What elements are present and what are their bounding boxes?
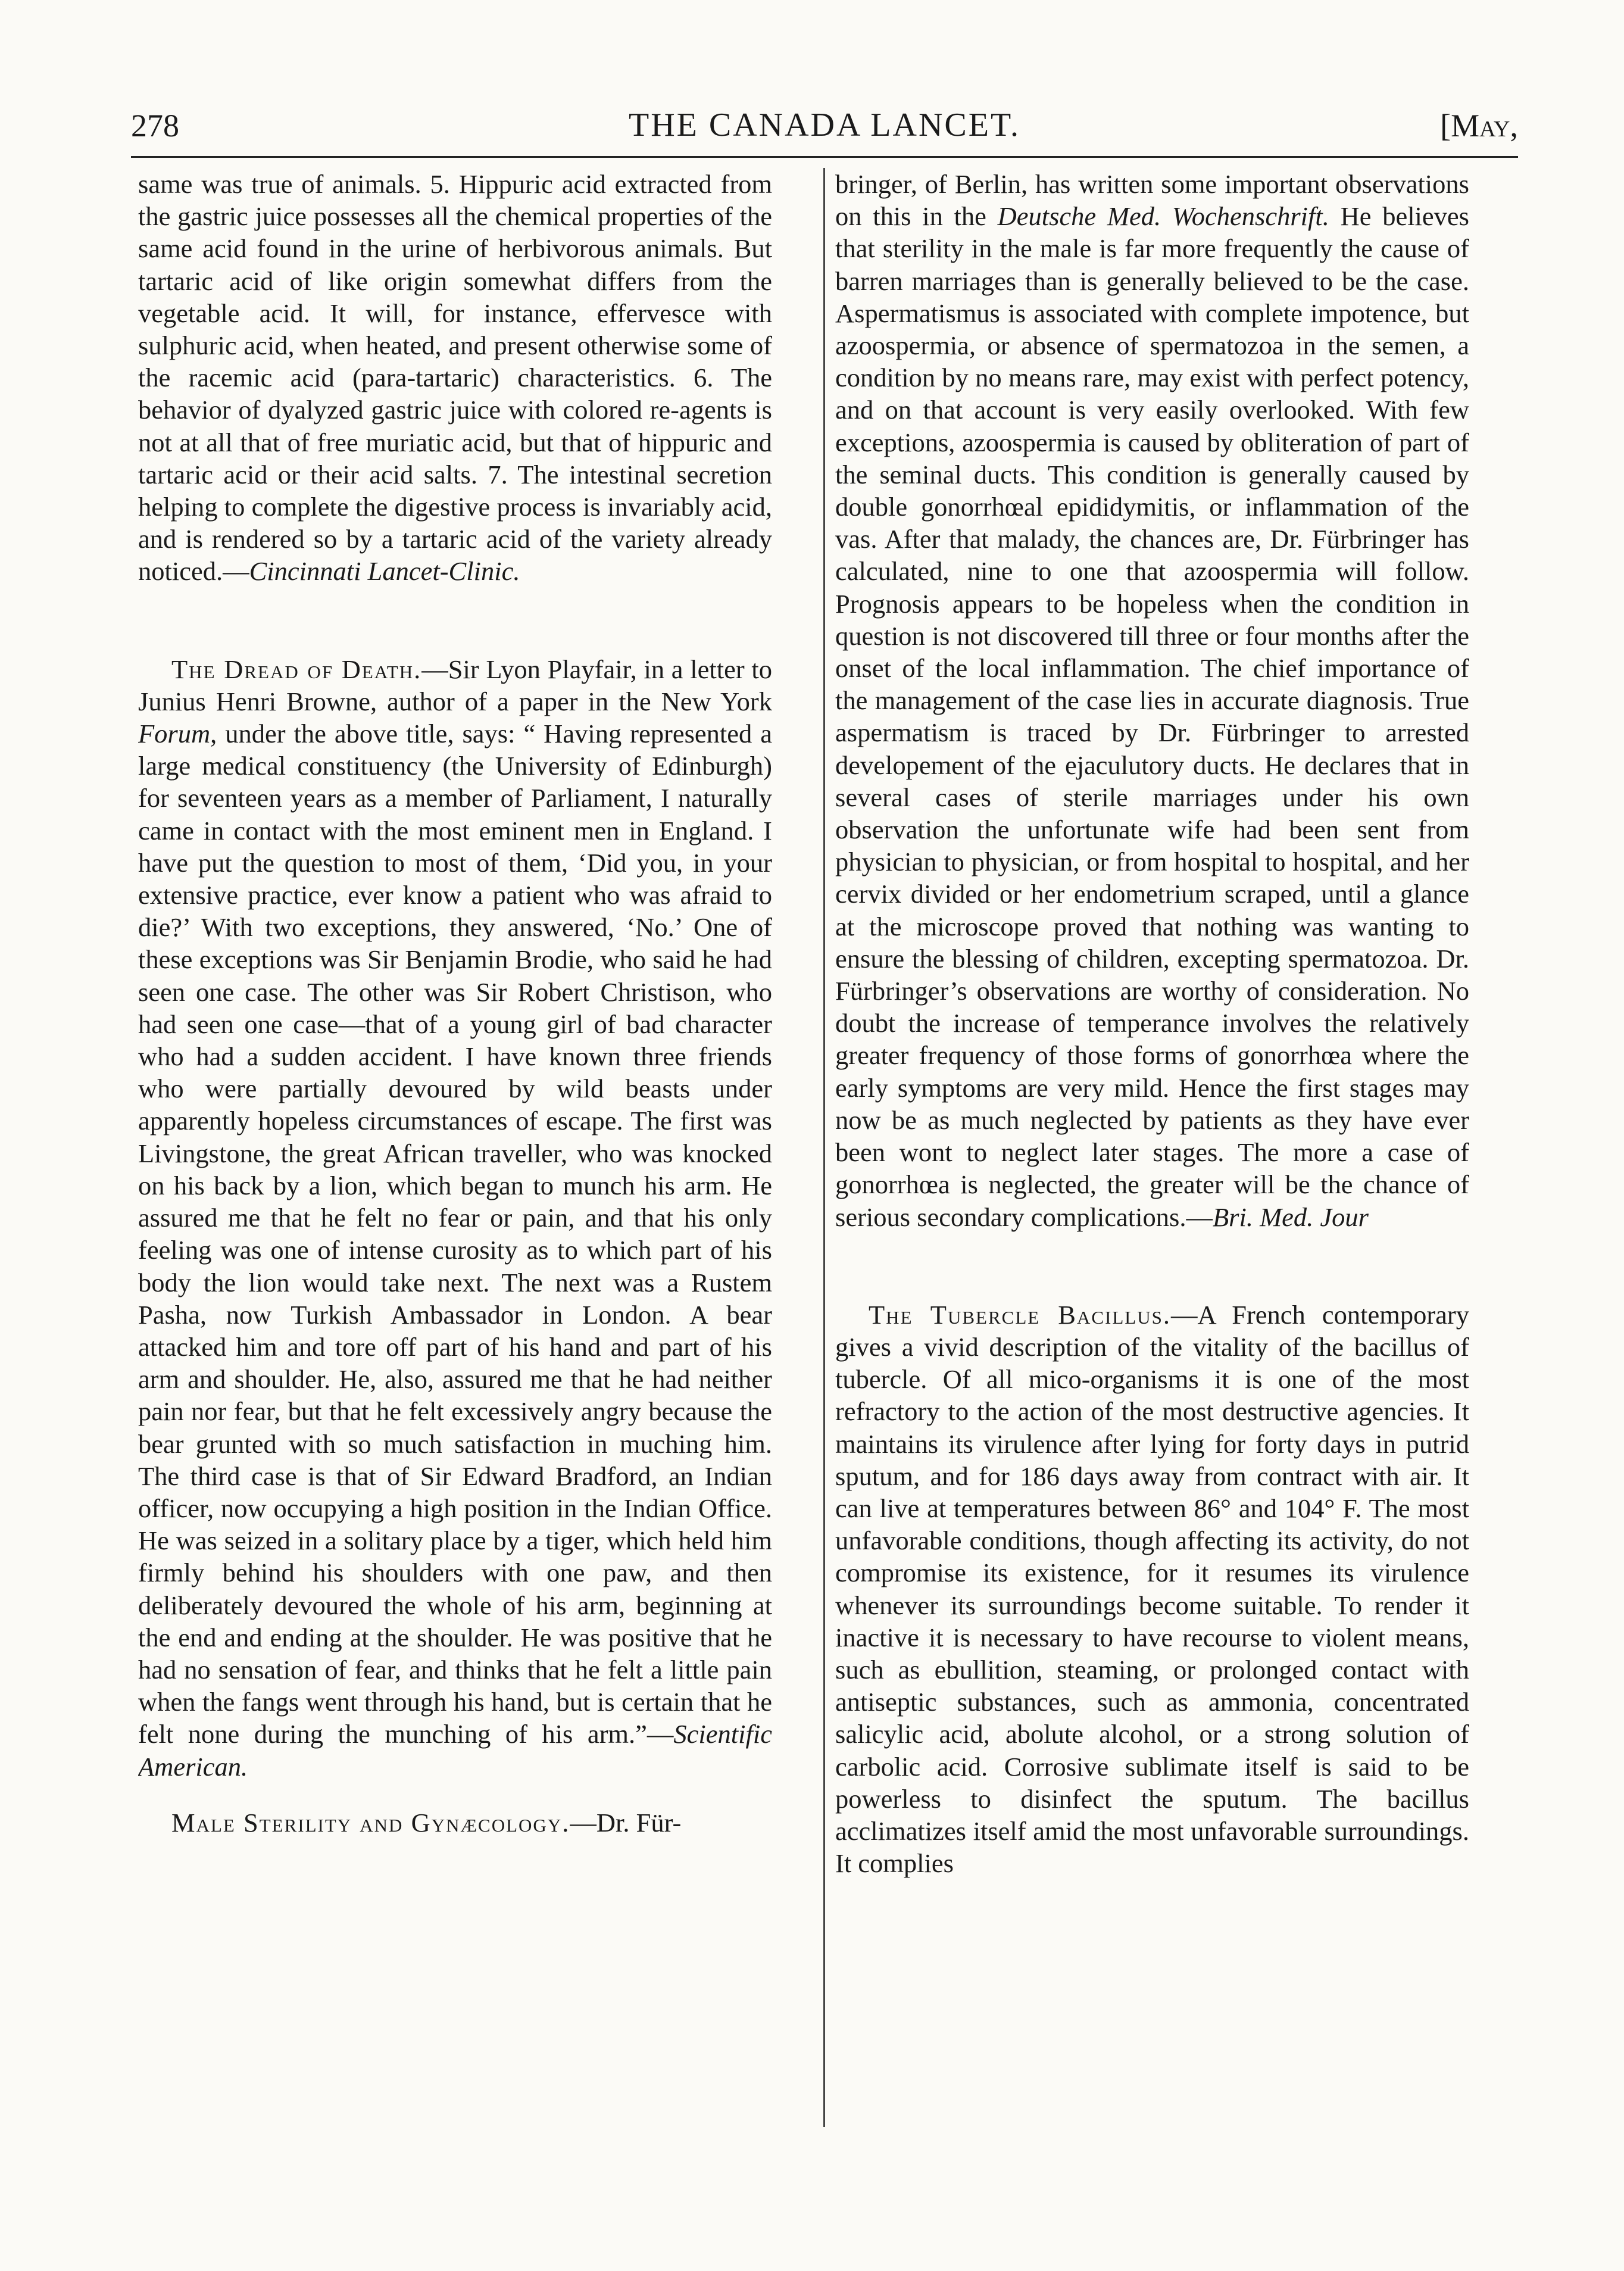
issue-month: [May,: [1440, 108, 1518, 144]
citation: Bri. Med. Jour: [1212, 1202, 1369, 1232]
journal-title: THE CANADA LANCET.: [628, 107, 1021, 144]
right-column: [835, 168, 1469, 2115]
acid-paragraph: same was true of animals. 5. Hippuric acid extracted from the gastric juice possesses all the chemical properties of the same acid found in the urine of herbivorous animals. But tartaric acid of like origin somewhat differs from the vegetable acid. It will, for instance, effervesce with sulphuric acid, when heated, and present otherwise some of the racemic acid (para-tartaric) characteristics. 6. The behavior of dyalyzed gastric juice with colored re-agents is not at all that of free muriatic acid, but that of hippuric and tartaric acid or their acid salts. 7. The intestinal secretion helping to complete the digestive process is invariably acid, and is rendered so by a tartaric acid of the variety already noticed.—Cincinnati Lancet-Clinic.: [138, 169, 772, 587]
tubercle-bacillus-article: The Tubercle Bacillus.—A French contemporary gives a vivid description of the vitality of the bacillus of tubercle. Of all mico-organisms it is one of the most refractory to the action of the most destructive agencies. It maintains its virulence after lying for forty days in putrid sputum, and for 186 days away from contract with air. It can live at temperatures between 86° and 104° F. The most unfavorable conditions, though affecting its activity, do not compromise its existence, for it resumes its virulence whenever its surroundings become suitable. To render it inactive it is necessary to have recourse to violent means, such as ebullition, steaming, or prolonged contact with antiseptic substances, such as ammonia, concentrated salicylic acid, abolute alcohol, or a strong solution of carbolic acid. Corrosive sublimate itself is said to be powerless to disinfect the sputum. The bacillus acclimatizes itself amid the most unfavorable surroundings. It complies: [835, 1299, 1469, 1879]
article-heading: Male Sterility and Gynæcology.: [171, 1807, 570, 1838]
male-sterility-start: Male Sterility and Gynæcology.—Dr. Für-: [171, 1807, 682, 1838]
citation: Cincinnati Lancet-Clinic.: [249, 556, 520, 587]
article-heading: The Tubercle Bacillus.: [869, 1299, 1171, 1330]
header-rule: [131, 156, 1518, 158]
article-heading: The Dread of Death.: [171, 654, 422, 684]
left-column: [138, 168, 772, 2115]
male-sterility-continued: bringer, of Berlin, has written some important observations on this in the Deutsche Med. Wochenschrift. He believes that sterility in the male is far more frequently the cause of barren marriages than is generally believed to be the case. Aspermatismus is associated with complete impotence, but azoospermia, or absence of spermatozoa in the semen, a condition by no means rare, may exist with perfect potency, and on that account is very easily overlooked. With few exceptions, azoospermia is caused by obliteration of part of the seminal ducts. This condition is generally caused by double gonorrhœal epididymitis, or inflammation of the vas. After that malady, the chances are, Dr. Fürbringer has calculated, nine to one that azoospermia will follow. Prognosis appears to be hopeless when the condition in question is not discovered till three or four months after the onset of the local inflammation. The chief importance of the management of the case lies in accurate diagnosis. True aspermatism is traced by Dr. Fürbringer to arrested developement of the ejaculutory ducts. He declares that in several cases of sterile marriages under his own observation the unfortunate wife had been sent from physician to physician, or from hospital to hospital, and her cervix divided or her endometrium scraped, until a glance at the microscope proved that nothing was wanting to ensure the blessing of children, excepting spermatozoa. Dr. Fürbringer’s observations are worthy of consideration. No doubt the increase of temperance involves the relatively greater frequency of those forms of gonorrhœa where the early symptoms are very mild. Hence the first stages may now be as much neglected by patients as they have ever been wont to neglect later stages. The more a case of gonorrhœa is neglected, the greater will be the chance of serious secondary complications.—Bri. Med. Jour: [835, 169, 1469, 1232]
running-header: [131, 100, 1518, 154]
citation: Scientific American.: [138, 1719, 772, 1782]
page-number: 278: [131, 108, 179, 144]
dread-of-death-article: The Dread of Death.—Sir Lyon Playfair, in a letter to Junius Henri Browne, author of a paper in the New York Forum, under the above title, says: “ Having represented a large medical constituency (the University of Edinburgh) for seventeen years as a member of Parliament, I naturally came in contact with the most eminent men in England. I have put the question to most of them, ‘Did you, in your extensive practice, ever know a patient who was afraid to die?’ With two exceptions, they answered, ‘No.’ One of these exceptions was Sir Benjamin Brodie, who said he had seen one case. The other was Sir Robert Christison, who had seen one case—that of a young girl of bad character who had a sudden accident. I have known three friends who were partially devoured by wild beasts under apparently hopeless circumstances of escape. The first was Livingstone, the great African traveller, who was knocked on his back by a lion, which began to munch his arm. He assured me that he felt no fear or pain, and that his only feeling was one of intense curosity as to which part of his body the lion would take next. The next was a Rustem Pasha, now Turkish Ambassador in London. A bear attacked him and tore off part of his hand and part of his arm and shoulder. He, also, assured me that he had neither pain nor fear, but that he felt excessively angry because the bear grunted with so much satisfaction in muching him. The third case is that of Sir Edward Bradford, an Indian officer, now occupying a high position in the Indian Office. He was seized in a solitary place by a tiger, which held him firmly behind his shoulders with one paw, and then deliberately devoured the whole of his arm, beginning at the end and ending at the shoulder. He was positive that he had no sensation of fear, and thinks that he felt a little pain when the fangs went through his hand, but is certain that he felt none during the munching of his arm.”—Scientific American.: [138, 654, 772, 1782]
column-divider: [823, 168, 825, 2127]
